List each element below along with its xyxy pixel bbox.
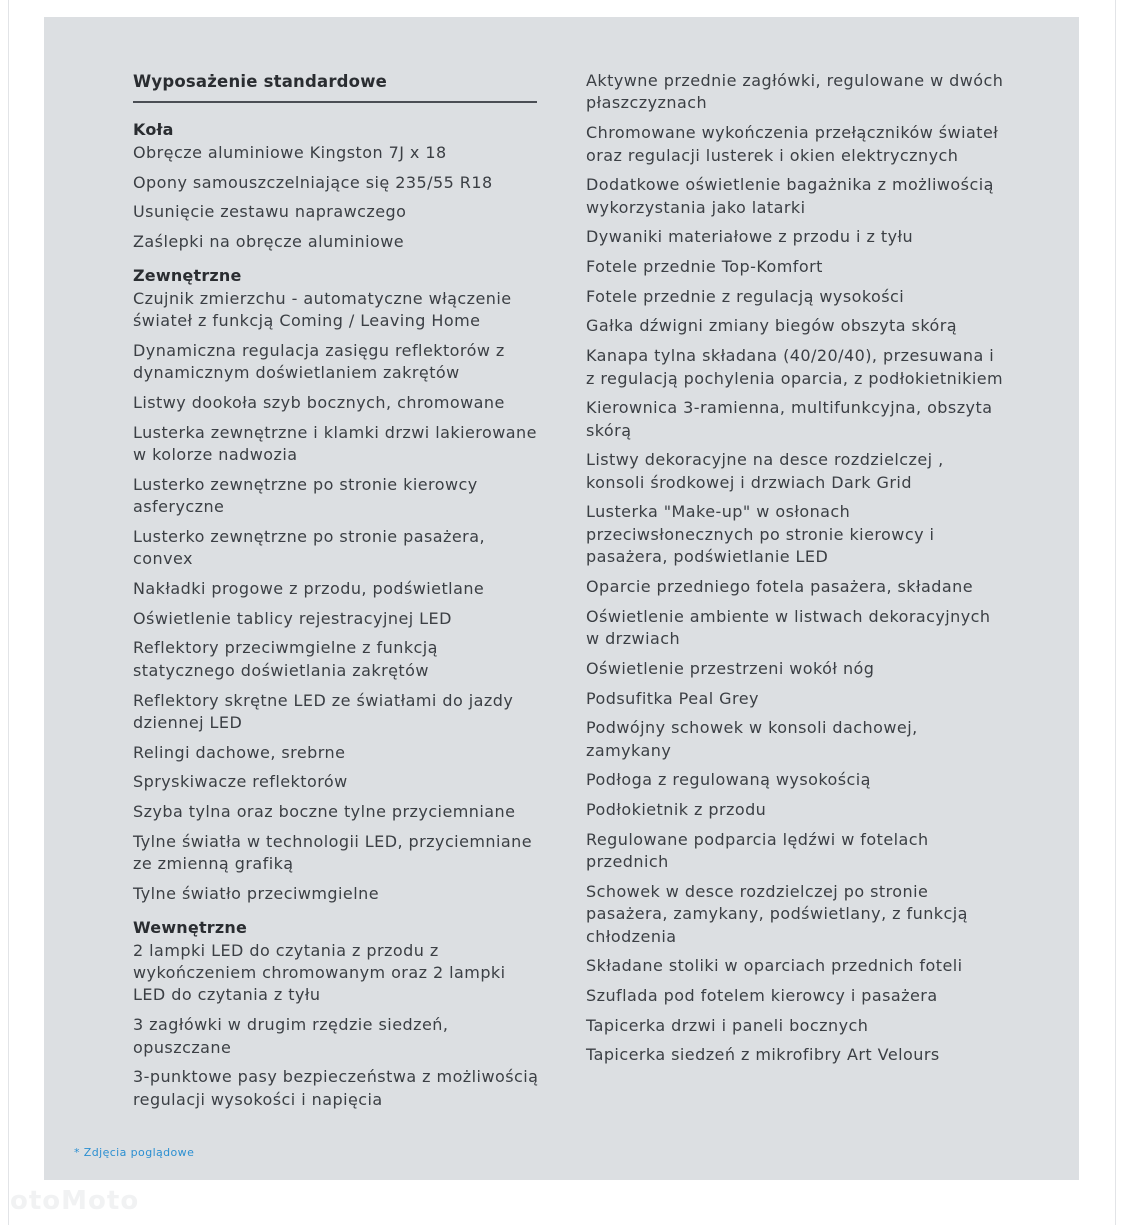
list-item: Reflektory przeciwmgielne z funkcją statycznego doświetlania zakrętów bbox=[133, 638, 438, 680]
list-item: 3 zagłówki w drugim rzędzie siedzeń, opuszczane bbox=[133, 1015, 449, 1057]
section-title: Wewnętrzne bbox=[133, 918, 248, 938]
watermark-logo: otoMoto bbox=[10, 1186, 140, 1216]
list-item: Oparcie przedniego fotela pasażera, składane bbox=[586, 576, 974, 596]
page-border-left bbox=[8, 0, 9, 1225]
list-item: Podwójny schowek w konsoli dachowej, zamykany bbox=[586, 718, 918, 760]
section-title: Zewnętrzne bbox=[133, 266, 242, 286]
list-item: Podsufitka Peal Grey bbox=[586, 688, 759, 708]
list-item: Tapicerka drzwi i paneli bocznych bbox=[586, 1015, 869, 1035]
section bbox=[133, 917, 543, 1111]
left-column bbox=[133, 70, 543, 1123]
right-column bbox=[586, 70, 1006, 1074]
list-item: Kanapa tylna składana (40/20/40), przesuwana i z regulacją pochylenia oparcia, z podłokietnikiem bbox=[586, 346, 1004, 388]
list-item: Nakładki progowe z przodu, podświetlane bbox=[133, 578, 485, 598]
list-item: Chromowane wykończenia przełączników świateł oraz regulacji lusterek i okien elektrycznych bbox=[586, 123, 999, 165]
list-item: Opony samouszczelniające się 235/55 R18 bbox=[133, 172, 493, 192]
list-item: Schowek w desce rozdzielczej po stronie pasażera, zamykany, podświetlany, z funkcją chłodzenia bbox=[586, 881, 968, 946]
list-item: 3-punktowe pasy bezpieczeństwa z możliwością regulacji wysokości i napięcia bbox=[133, 1067, 539, 1109]
list-item: Zaślepki na obręcze aluminiowe bbox=[133, 231, 405, 251]
section bbox=[133, 119, 543, 253]
list-item: Relingi dachowe, srebrne bbox=[133, 742, 346, 762]
list-item: Regulowane podparcia lędźwi w fotelach przednich bbox=[586, 829, 929, 872]
section bbox=[133, 265, 543, 905]
list-item: Dodatkowe oświetlenie bagażnika z możliwością wykorzystania jako latarki bbox=[586, 175, 994, 217]
list-item: Szyba tylna oraz boczne tylne przyciemniane bbox=[133, 802, 516, 822]
list-item: Kierownica 3-ramienna, multifunkcyjna, obszyta skórą bbox=[586, 398, 993, 440]
list-item: Usunięcie zestawu naprawczego bbox=[133, 202, 407, 222]
list-item: Tylne światło przeciwmgielne bbox=[133, 883, 379, 903]
list-item: Obręcze aluminiowe Kingston 7J x 18 bbox=[133, 142, 447, 162]
section-title: Koła bbox=[133, 120, 174, 140]
page-border-right bbox=[1115, 0, 1116, 1225]
list-item: Podłoga z regulowaną wysokością bbox=[586, 770, 871, 790]
list-item: Tylne światła w technologii LED, przyciemniane ze zmienną grafiką bbox=[133, 831, 533, 874]
list-item: Oświetlenie przestrzeni wokół nóg bbox=[586, 658, 875, 678]
list-item: Aktywne przednie zagłówki, regulowane w dwóch płaszczyznach bbox=[586, 71, 1004, 113]
title-divider bbox=[133, 101, 537, 103]
list-item: Fotele przednie z regulacją wysokości bbox=[586, 286, 905, 306]
list-item: Tapicerka siedzeń z mikrofibry Art Velours bbox=[586, 1045, 940, 1065]
list-item: Szuflada pod fotelem kierowcy i pasażera bbox=[586, 986, 938, 1006]
footnote: * Zdjęcia poglądowe bbox=[74, 1146, 195, 1159]
list-item: Oświetlenie tablicy rejestracyjnej LED bbox=[133, 608, 452, 628]
list-item: Spryskiwacze reflektorów bbox=[133, 772, 348, 792]
list-item: Podłokietnik z przodu bbox=[586, 800, 767, 820]
list-item: Oświetlenie ambiente w listwach dekoracyjnych w drzwiach bbox=[586, 606, 991, 649]
page-title: Wyposażenie standardowe bbox=[133, 72, 388, 91]
list-item: Fotele przednie Top-Komfort bbox=[586, 257, 823, 277]
interior-list-continued bbox=[586, 70, 1006, 1067]
sections-container bbox=[133, 119, 543, 1111]
list-item: 2 lampki LED do czytania z przodu z wykończeniem chromowanym oraz 2 lampki LED do czytania z tyłu bbox=[133, 940, 506, 1005]
list-item: Lusterka zewnętrzne i klamki drzwi lakierowane w kolorze nadwozia bbox=[133, 422, 537, 465]
list-item: Składane stoliki w oparciach przednich foteli bbox=[586, 956, 963, 976]
list-item: Lusterko zewnętrzne po stronie pasażera, convex bbox=[133, 526, 485, 569]
list-item: Listwy dekoracyjne na desce rozdzielczej , konsoli środkowej i drzwiach Dark Grid bbox=[586, 450, 944, 492]
list-item: Dywaniki materiałowe z przodu i z tyłu bbox=[586, 227, 914, 247]
list-item: Lusterko zewnętrzne po stronie kierowcy asferyczne bbox=[133, 474, 478, 517]
list-item: Gałka dźwigni zmiany biegów obszyta skórą bbox=[586, 316, 957, 336]
list-item: Listwy dookoła szyb bocznych, chromowane bbox=[133, 392, 505, 412]
list-item: Czujnik zmierzchu - automatyczne włączenie świateł z funkcją Coming / Leaving Home bbox=[133, 288, 512, 331]
list-item: Dynamiczna regulacja zasięgu reflektorów z dynamicznym doświetlaniem zakrętów bbox=[133, 340, 505, 383]
list-item: Reflektory skrętne LED ze światłami do jazdy dziennej LED bbox=[133, 690, 514, 732]
list-item: Lusterka "Make-up" w osłonach przeciwsłonecznych po stronie kierowcy i pasażera, podświetlanie LED bbox=[586, 502, 935, 567]
